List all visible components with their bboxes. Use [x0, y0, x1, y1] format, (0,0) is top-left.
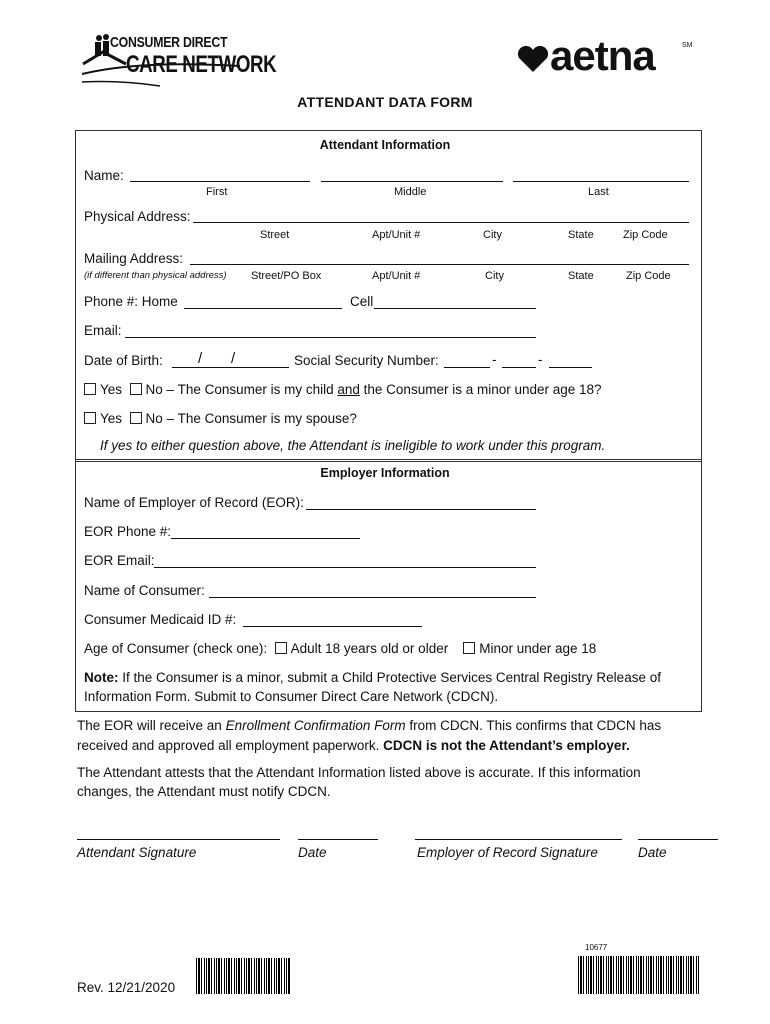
mailing-apt-caption: Apt/Unit # — [372, 270, 421, 282]
enrollment-text-a: The EOR will receive an — [77, 718, 226, 733]
barcode-left — [196, 958, 290, 994]
ssn-part1-field[interactable] — [444, 367, 490, 368]
eor-name-field[interactable] — [306, 509, 536, 510]
name-label: Name: — [84, 168, 124, 183]
dob-field[interactable] — [172, 367, 289, 368]
form-number: 10677 — [585, 943, 608, 952]
attendant-info-heading: Attendant Information — [319, 138, 451, 152]
eor-signature-label: Employer of Record Signature — [417, 845, 598, 860]
enrollment-para-line1 — [77, 718, 661, 733]
note-bold: Note: — [84, 670, 119, 685]
attendant-date-field[interactable] — [298, 839, 378, 840]
question-child-row — [84, 382, 602, 397]
physical-city-caption: City — [483, 229, 502, 241]
aetna-wordmark: aetna — [550, 32, 655, 79]
physical-address-label: Physical Address: — [84, 209, 191, 224]
medicaid-id-field[interactable] — [243, 626, 422, 627]
consumer-name-label: Name of Consumer: — [84, 583, 205, 598]
eor-phone-label: EOR Phone #: — [84, 524, 172, 539]
consumer-age-row — [84, 641, 596, 656]
mailing-city-caption: City — [485, 270, 504, 282]
ssn-part2-field[interactable] — [502, 367, 536, 368]
spouse-no-label: No – The Consumer is my spouse? — [145, 411, 357, 426]
note-text-1: If the Consumer is a minor, submit a Child Protective Services Central Registry Release of — [118, 670, 661, 685]
cdcn-logo-line1: CONSUMER DIRECT — [110, 34, 228, 51]
physical-street-caption: Street — [260, 229, 290, 241]
eor-date-label: Date — [638, 845, 667, 860]
physical-state-caption: State — [568, 229, 594, 241]
medicaid-id-label: Consumer Medicaid ID #: — [84, 612, 237, 627]
ssn-dash-2: - — [538, 352, 543, 367]
mailing-street-caption: Street/PO Box — [251, 270, 322, 282]
attest-para-line2: changes, the Attendant must notify CDCN. — [77, 784, 331, 799]
ssn-dash-1: - — [492, 352, 497, 367]
question-spouse-row — [84, 411, 357, 426]
consumer-name-field[interactable] — [209, 597, 536, 598]
ssn-part3-field[interactable] — [549, 367, 592, 368]
phone-home-field[interactable] — [184, 308, 342, 309]
minor-label: Minor under age 18 — [479, 641, 597, 656]
enrollment-text-c: received and approved all employment paperwork. — [77, 738, 384, 753]
minor-checkbox[interactable] — [463, 642, 475, 654]
enrollment-text-italic: Enrollment Confirmation Form — [225, 718, 406, 733]
eor-phone-field[interactable] — [171, 538, 360, 539]
aetna-logo — [516, 32, 696, 86]
cdcn-logo — [80, 34, 277, 86]
physical-address-field[interactable] — [193, 222, 689, 223]
child-no-label-b: the Consumer is a minor under age 18? — [359, 382, 602, 397]
eor-email-field[interactable] — [154, 567, 536, 568]
mailing-address-field[interactable] — [190, 264, 689, 265]
mailing-zip-caption: Zip Code — [626, 270, 671, 282]
adult-label: Adult 18 years old or older — [290, 641, 449, 656]
adult-checkbox[interactable] — [275, 642, 287, 654]
email-field[interactable] — [125, 337, 536, 338]
eor-date-field[interactable] — [638, 839, 718, 840]
last-caption: Last — [588, 186, 609, 198]
spouse-no-checkbox[interactable] — [130, 412, 142, 424]
attest-para-line1: The Attendant attests that the Attendant Information listed above is accurate. If this information — [77, 765, 641, 780]
aetna-service-mark: SM — [682, 42, 693, 49]
phone-home-label: Phone #: Home — [84, 294, 178, 309]
ineligible-note: If yes to either question above, the Attendant is ineligible to work under this program. — [100, 438, 606, 453]
cell-phone-field[interactable] — [374, 308, 536, 309]
first-name-field[interactable] — [130, 181, 310, 182]
first-caption: First — [206, 186, 228, 198]
middle-caption: Middle — [394, 186, 427, 198]
child-no-label-a: No – The Consumer is my child — [145, 382, 338, 397]
physical-apt-caption: Apt/Unit # — [372, 229, 421, 241]
physical-zip-caption: Zip Code — [623, 229, 668, 241]
child-yes-checkbox[interactable] — [84, 383, 96, 395]
enrollment-text-b: from CDCN. This confirms that CDCN has — [405, 718, 662, 733]
heart-icon — [516, 44, 550, 74]
dob-slash-2: / — [231, 350, 236, 367]
spouse-yes-label: Yes — [100, 411, 123, 426]
page-title: ATTENDANT DATA FORM — [297, 94, 473, 110]
child-yes-label: Yes — [100, 382, 123, 397]
attendant-date-label: Date — [298, 845, 327, 860]
middle-name-field[interactable] — [321, 181, 503, 182]
dob-slash-1: / — [198, 350, 203, 367]
employer-info-heading: Employer Information — [320, 466, 450, 480]
revision-date: Rev. 12/21/2020 — [77, 980, 176, 995]
mailing-state-caption: State — [568, 270, 594, 282]
note-line-1 — [84, 670, 661, 685]
ssn-label: Social Security Number: — [294, 353, 439, 368]
enrollment-text-bold: CDCN is not the Attendant’s employer. — [383, 738, 630, 753]
consumer-age-label: Age of Consumer (check one): — [84, 641, 268, 656]
eor-signature-field[interactable] — [415, 839, 622, 840]
enrollment-para-line2 — [77, 738, 630, 753]
email-label: Email: — [84, 323, 122, 338]
note-line-2: Information Form. Submit to Consumer Direct Care Network (CDCN). — [84, 689, 499, 704]
child-no-label-and: and — [337, 382, 360, 397]
eor-name-label: Name of Employer of Record (EOR): — [84, 495, 304, 510]
last-name-field[interactable] — [513, 181, 689, 182]
child-no-checkbox[interactable] — [130, 383, 142, 395]
dob-label: Date of Birth: — [84, 353, 163, 368]
cdcn-logo-line2: CARE NETWORK — [126, 51, 277, 78]
mailing-note: (if different than physical address) — [84, 270, 227, 281]
attendant-signature-label: Attendant Signature — [77, 845, 197, 860]
mailing-address-label: Mailing Address: — [84, 251, 184, 266]
spouse-yes-checkbox[interactable] — [84, 412, 96, 424]
eor-email-label: EOR Email: — [84, 553, 155, 568]
cell-label: Cell — [350, 294, 374, 309]
attendant-signature-field[interactable] — [77, 839, 280, 840]
barcode-right — [578, 956, 700, 994]
